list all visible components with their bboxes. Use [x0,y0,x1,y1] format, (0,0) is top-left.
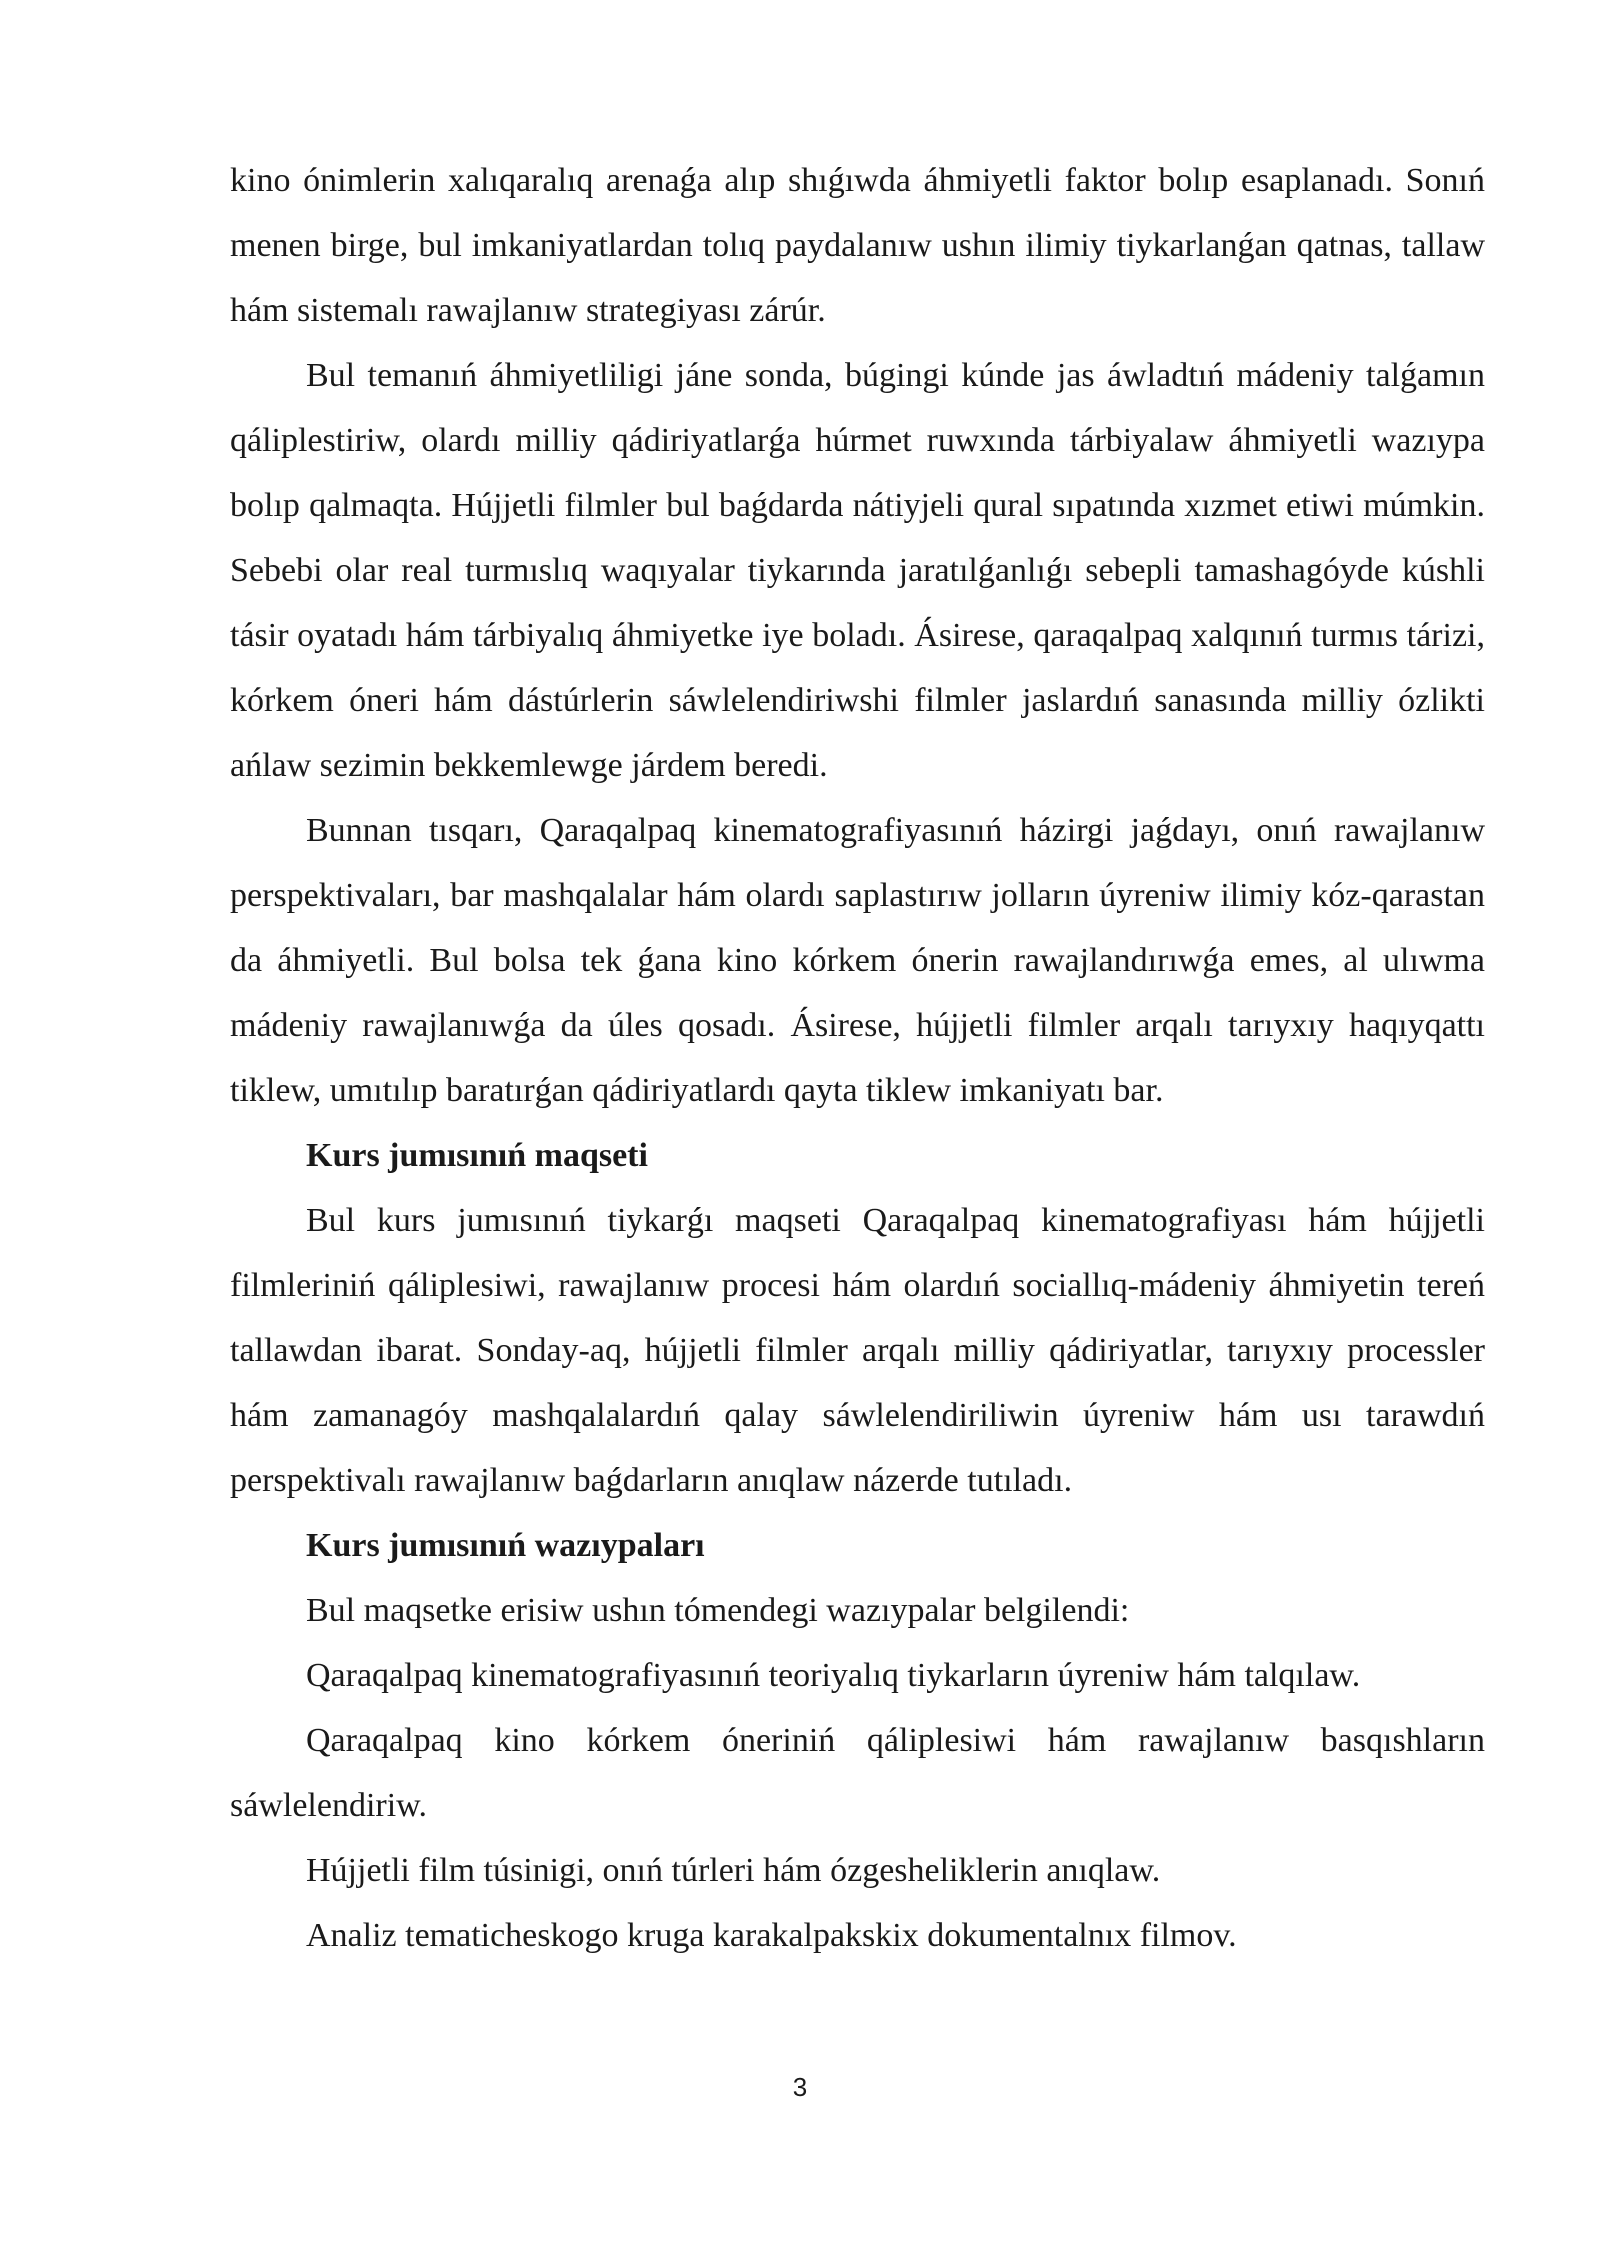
paragraph-continuation: kino ónimlerin xalıqaralıq arenaǵa alıp shıǵıwda áhmiyetli faktor bolıp esaplanadı. Sonıń menen birge, bul imkaniyatlardan tolıq paydalanıw ushın ilimiy tiykarlanǵan qatnas, tallaw hám sistemalı rawajlanıw strategiyası zárúr. [230,162,1485,329]
paragraph-relevance: Bul temanıń áhmiyetliligi jáne sonda, búgingi kúnde jas áwladtıń mádeniy talǵamın qáliplestiriw, olardı milliy qádiriyatlarǵa húrmet ruwxında tárbiyalaw áhmiyetli wazıypa bolıp qalmaqta. Hújjetli filmler bul baǵdarda nátiyjeli qural sıpatında xızmet etiwi múmkin. Sebebi olar real turmıslıq waqıyalar tiykarında jaratılǵanlıǵı sebepli tamashagóyde kúshli tásir oyatadı hám tárbiyalıq áhmiyetke iye boladı. Ásirese, qaraqalpaq xalqınıń turmıs tárizi, kórkem óneri hám dástúrlerin sáwlelendiriwshi filmler jaslardıń sanasında milliy ózlikti ańlaw sezimin bekkemlewge járdem beredi. [230,357,1485,784]
task-item: Qaraqalpaq kinematografiyasınıń teoriyalıq tiykarların úyreniw hám talqılaw. [306,1657,1361,1694]
task-item: Hújjetli film túsinigi, onıń túrleri hám ózgesheliklerin anıqlaw. [306,1852,1161,1889]
task-item: Qaraqalpaq kino kórkem óneriniń qáliplesiwi hám rawajlanıw basqıshların sáwlelendiriw. [230,1722,1485,1824]
paragraph-goal: Bul kurs jumısınıń tiykarǵı maqseti Qaraqalpaq kinematografiyası hám hújjetli filmleriniń qáliplesiwi, rawajlanıw procesi hám olardıń sociallıq-mádeniy áhmiyetin tereń tallawdan ibarat. Sonday-aq, hújjetli filmler arqalı milliy qádiriyatlar, tarıyxıy processler hám zamanagóy mashqalalardıń qalay sáwlelendiriliwin úyreniw hám usı tarawdıń perspektivalı rawajlanıw baǵdarların anıqlaw názerde tutıladı. [230,1202,1485,1499]
paragraph-tasks-intro: Bul maqsetke erisiw ushın tómendegi wazıypalar belgilendi: [306,1592,1130,1629]
heading-goal: Kurs jumısınıń maqseti [306,1137,648,1174]
document-page [230,148,1485,1968]
page-number: 3 [792,2072,808,2102]
heading-tasks: Kurs jumısınıń wazıypaları [306,1527,705,1564]
task-item: Analiz tematicheskogo kruga karakalpakskix dokumentalnıx filmov. [306,1917,1237,1954]
paragraph-scientific-importance: Bunnan tısqarı, Qaraqalpaq kinematografiyasınıń házirgi jaǵdayı, onıń rawajlanıw perspektivaları, bar mashqalalar hám olardı saplastırıw jolların úyreniw ilimiy kóz-qarastan da áhmiyetli. Bul bolsa tek ǵana kino kórkem ónerin rawajlandırıwǵa emes, al ulıwma mádeniy rawajlanıwǵa da úles qosadı. Ásirese, hújjetli filmler arqalı tarıyxıy haqıyqattı tiklew, umıtılıp baratırǵan qádiriyatlardı qayta tiklew imkaniyatı bar. [230,812,1485,1109]
